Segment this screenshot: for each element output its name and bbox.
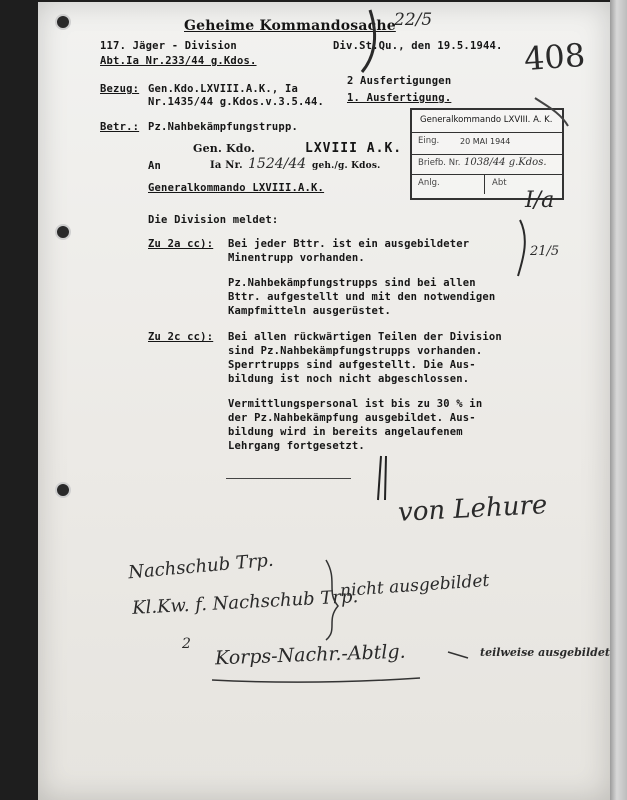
unit-name: 117. Jäger - Division bbox=[100, 40, 237, 52]
intake-date: 20 MAI 1944 bbox=[460, 137, 511, 146]
section-1-text: Minentrupp vorhanden. bbox=[228, 252, 365, 264]
section-2-text: der Pz.Nahbekämpfung ausgebildet. Aus- bbox=[228, 412, 476, 424]
section-2-text: sind Pz.Nahbekämpfungstrupps vorhanden. bbox=[228, 345, 483, 357]
subject-text: Pz.Nahbekämpfungstrupp. bbox=[148, 121, 298, 133]
intake-stamp-title: Generalkommando LXVIII. A. K. bbox=[420, 115, 553, 125]
intro-line: Die Division meldet: bbox=[148, 214, 279, 226]
subject-label: Betr.: bbox=[100, 121, 140, 133]
reference-line-2: Nr.1435/44 g.Kdos.v.3.5.44. bbox=[148, 96, 325, 108]
handwritten-note: teilweise ausgebildet bbox=[480, 646, 610, 659]
handwritten-note: Nachschub Trp. bbox=[127, 549, 275, 584]
handwritten-number: 2 bbox=[182, 636, 191, 652]
register-kdos: geh./g. Kdos. bbox=[312, 161, 381, 171]
intake-anlg-label: Anlg. bbox=[418, 178, 440, 188]
handwritten-stroke bbox=[362, 10, 375, 72]
section-2-text: Lehrgang fortgesetzt. bbox=[228, 440, 365, 452]
copy-number: 1. Ausfertigung. bbox=[347, 92, 452, 104]
signature-paraph bbox=[378, 456, 386, 500]
intake-tgb-label: Briefb. Nr. bbox=[418, 158, 461, 168]
handwritten-note: Korps-Nachr.-Abtlg. bbox=[214, 640, 406, 670]
handwritten-date-mark: 22/5 bbox=[394, 10, 433, 30]
section-1-text: Pz.Nahbekämpfungstrupps sind bei allen bbox=[228, 277, 476, 289]
place-date: Div.St.Qu., den 19.5.1944. bbox=[333, 40, 503, 52]
intake-eing-label: Eing. bbox=[418, 136, 440, 146]
section-2-text: Sperrtrupps sind aufgestellt. Die Aus- bbox=[228, 359, 476, 371]
handwritten-stroke bbox=[535, 98, 568, 126]
register-ia-number: 1524/44 bbox=[248, 156, 307, 172]
classification-heading: Geheime Kommandosache bbox=[184, 18, 396, 34]
handwritten-note: nicht ausgebildet bbox=[339, 570, 490, 602]
section-2-label: Zu 2c cc): bbox=[148, 331, 214, 343]
section-1-text: Bei jeder Bttr. ist ein ausgebildeter bbox=[228, 238, 470, 250]
intake-tgb-value: 1038/44 g.Kdos. bbox=[464, 157, 547, 168]
section-2-text: Vermittlungspersonal ist bis zu 30 % in bbox=[228, 398, 483, 410]
recipient: Generalkommando LXVIII.A.K. bbox=[148, 182, 325, 194]
handwritten-brace bbox=[326, 560, 338, 640]
intake-abt-label: Abt bbox=[492, 178, 507, 188]
reference-label: Bezug: bbox=[100, 83, 140, 95]
handwritten-note: Kl.Kw. f. Nachschub Trp. bbox=[131, 586, 359, 619]
handwritten-margin-ia: I/a bbox=[525, 188, 555, 213]
section-2-text: Bei allen rückwärtigen Teilen der Division bbox=[228, 331, 502, 343]
section-2-text: bildung wird in bereits angelaufenem bbox=[228, 426, 463, 438]
section-1-text: Bttr. aufgestellt und mit den notwendigen bbox=[228, 291, 496, 303]
handwritten-stroke bbox=[448, 652, 468, 658]
section-1-text: Kampfmitteln ausgerüstet. bbox=[228, 305, 392, 317]
copies-count: 2 Ausfertigungen bbox=[347, 75, 452, 87]
handwritten-margin-initial: 21/5 bbox=[530, 244, 560, 259]
register-prefix: Gen. Kdo. bbox=[193, 142, 256, 155]
reference-line-1: Gen.Kdo.LXVIII.A.K., Ia bbox=[148, 83, 298, 95]
section-1-label: Zu 2a cc): bbox=[148, 238, 214, 250]
handwritten-signature: von Lehure bbox=[397, 490, 548, 528]
register-ia-label: Ia Nr. bbox=[210, 160, 243, 171]
address-an: An bbox=[148, 160, 162, 172]
handwritten-stroke bbox=[518, 220, 525, 276]
register-corps: LXVIII A.K. bbox=[305, 141, 403, 156]
handwritten-file-number: 408 bbox=[522, 35, 587, 79]
department-reference: Abt.Ia Nr.233/44 g.Kdos. bbox=[100, 55, 257, 67]
section-2-text: bildung ist noch nicht abgeschlossen. bbox=[228, 373, 470, 385]
handwritten-underline bbox=[212, 678, 420, 682]
